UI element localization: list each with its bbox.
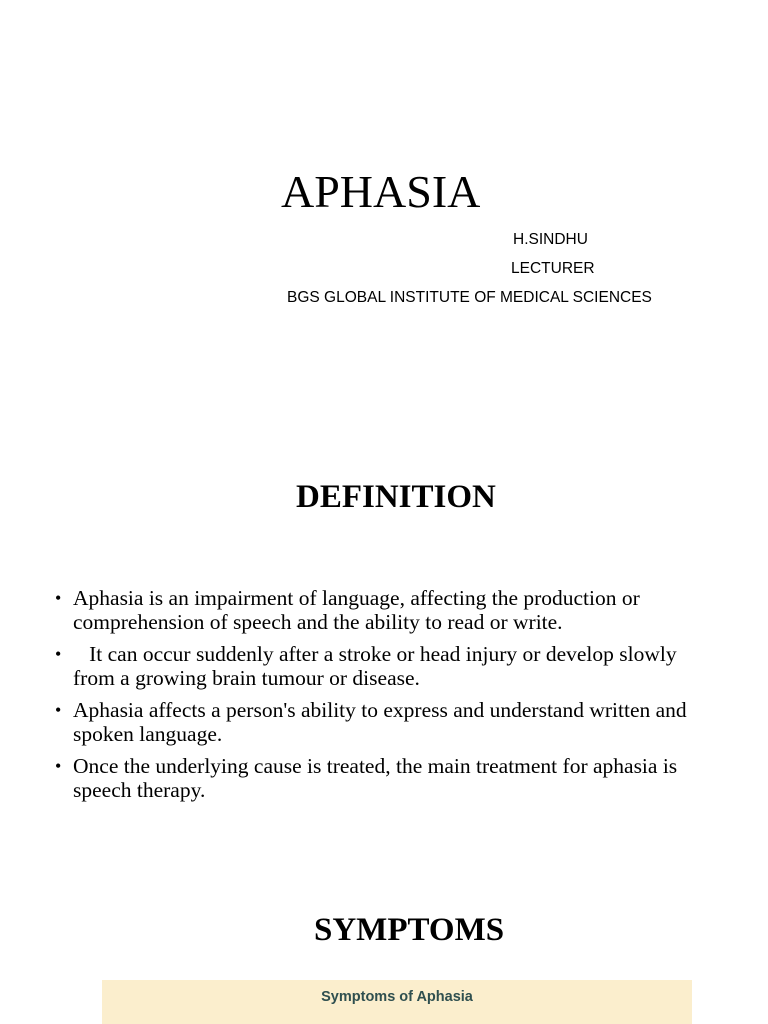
definition-item-text: Aphasia affects a person's ability to express and understand written and spoken language. <box>73 698 687 746</box>
bullet-icon: • <box>55 700 62 720</box>
definition-item <box>55 586 715 634</box>
definition-item-text: Once the underlying cause is treated, the main treatment for aphasia is speech therapy. <box>73 754 678 802</box>
definition-list <box>55 586 715 810</box>
institute-name: BGS GLOBAL INSTITUTE OF MEDICAL SCIENCES <box>287 289 652 306</box>
definition-item-text: It can occur suddenly after a stroke or head injury or develop slowly from a growing brain tumour or disease. <box>73 642 677 690</box>
author-name: H.SINDHU <box>513 231 588 248</box>
bullet-icon: • <box>55 588 62 608</box>
author-role: LECTURER <box>511 260 595 277</box>
definition-item <box>55 698 715 746</box>
symptoms-heading: SYMPTOMS <box>314 912 505 948</box>
bullet-icon: • <box>55 644 62 664</box>
document-title: APHASIA <box>281 166 481 217</box>
bullet-icon: • <box>55 756 62 776</box>
definition-item <box>55 754 715 802</box>
definition-item <box>55 642 715 690</box>
definition-item-text: Aphasia is an impairment of language, affecting the production or comprehension of speech and the ability to read or write. <box>73 586 640 634</box>
symptoms-infographic <box>102 980 692 1024</box>
definition-heading: DEFINITION <box>296 479 496 515</box>
symptoms-infographic-title: Symptoms of Aphasia <box>321 989 473 1005</box>
